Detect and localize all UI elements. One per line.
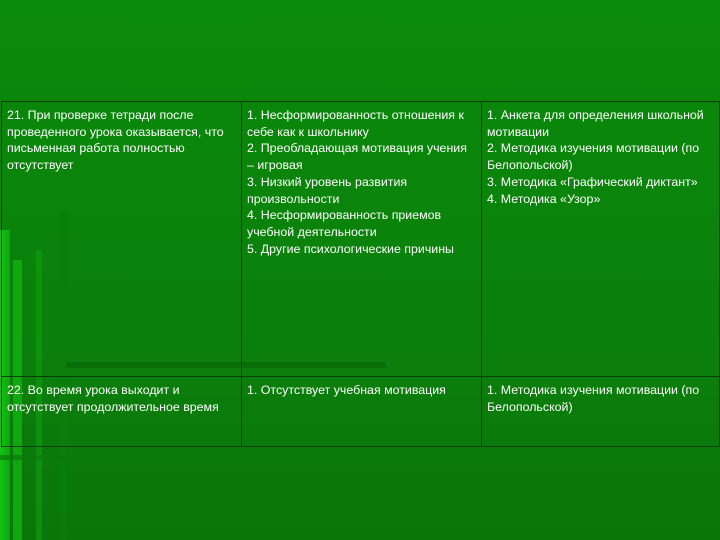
situations-table	[1, 101, 720, 447]
methods-cell: 1. Методика изучения мотивации (по Белопольской)	[482, 377, 720, 447]
situation-cell: 22. Во время урока выходит и отсутствует продолжительное время	[2, 377, 242, 447]
causes-cell: 1. Отсутствует учебная мотивация	[242, 377, 482, 447]
table-row	[2, 377, 720, 447]
methods-cell: 1. Анкета для определения школьной мотивации 2. Методика изучения мотивации (по Белопольской) 3. Методика «Графический диктант» 4. Методика «Узор»	[482, 102, 720, 377]
table-row	[2, 102, 720, 377]
situation-cell: 21. При проверке тетради после проведенного урока оказывается, что письменная работа полностью отсутствует	[2, 102, 242, 377]
causes-cell: 1. Несформированность отношения к себе как к школьнику 2. Преобладающая мотивация учения – игровая 3. Низкий уровень развития произвольности 4. Несформированность приемов учебной деятельности 5. Другие психологические причины	[242, 102, 482, 377]
decorative-line	[0, 455, 240, 460]
